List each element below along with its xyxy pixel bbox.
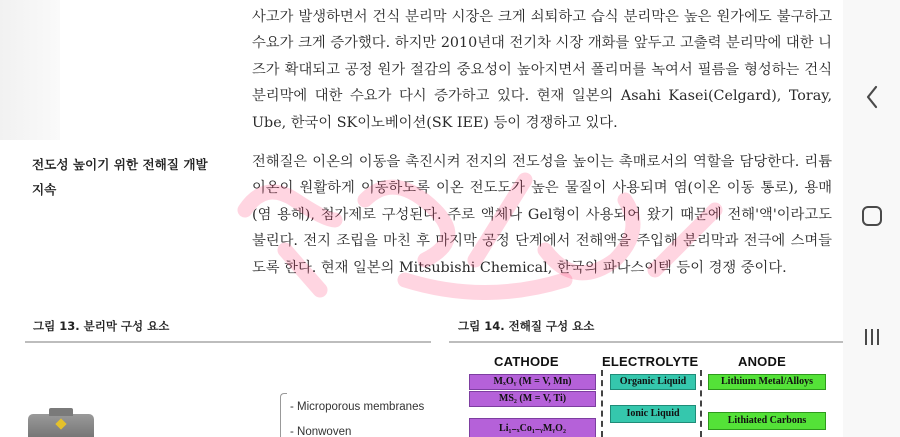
- divider-cathode-electrolyte: [601, 370, 603, 437]
- figure-14-title: 그림 14. 전해질 구성 요소: [458, 319, 595, 333]
- body-paragraph-1: 사고가 발생하면서 건식 분리막 시장은 크게 쇠퇴하고 습식 분리막은 높은 원가에도 불구하고 수요가 크게 증가했다. 하지만 2010년대 전기차 시장 개화를 앞두고 고출력 분리막에 대한 니즈가 확대되고 공정 원가 절감의 중요성이 높아지면서 폴리머를 녹여서 필름을 형성하는 건식 분리막에 대한 수요가 다시 증가하고 있다. 현재 일본의 Asahi Kasei(Celgard), Toray, Ube, 한국이 SK이노베이션(SK IEE) 등이 경쟁하고 있다.: [252, 9, 832, 131]
- left-margin-shade: [0, 0, 60, 140]
- divider-electrolyte-anode: [700, 370, 702, 437]
- anode-box-1: Lithium Metal/Alloys: [708, 374, 826, 390]
- figure-13-title: 그림 13. 분리막 구성 요소: [33, 319, 170, 333]
- separator-item-2: - Nonwoven: [290, 426, 352, 437]
- electrolyte-box-1: Organic Liquid: [610, 374, 696, 390]
- cathode-header: CATHODE: [494, 354, 559, 369]
- figure-14-rule: [449, 341, 843, 343]
- figure-13-bracket: [280, 393, 287, 437]
- cathode-box-3: Li₁₋ₓCo₁₋ᵧMᵧO₂: [469, 418, 596, 437]
- system-nav-bar: [843, 0, 900, 437]
- home-button[interactable]: [843, 205, 900, 235]
- recent-apps-button[interactable]: [843, 326, 900, 356]
- body-paragraph-2: 전해질은 이온의 이동을 촉진시켜 전지의 전도성을 높이는 촉매로서의 역할을 담당한다. 리튬 이온이 원활하게 이동하도록 이온 전도도가 높은 물질이 사용되며 염(이온 이동 통로), 용매(염 용해), 첨가제로 구성된다. 주로 액체나 Gel형이 사용되어 왔기 때문에 전해'액'이라고도 불린다. 전지 조립을 마친 후 마지막 공정 단계에서 전해액을 주입해 분리막과 전극에 스며들도록 한다. 현재 일본의 Mitsubishi Chemical, 한국의 파나스이텍 등이 경쟁 중이다.: [252, 154, 832, 276]
- rounded-square-icon: [861, 205, 883, 227]
- battery-logo: [55, 418, 66, 429]
- anode-box-2: Lithiated Carbons: [708, 412, 826, 430]
- separator-item-1-label: Microporous membranes: [297, 401, 425, 413]
- battery-cap: [49, 408, 73, 416]
- electrolyte-box-2: Ionic Liquid: [610, 405, 696, 423]
- anode-header: ANODE: [738, 354, 786, 369]
- three-bars-icon: [862, 326, 882, 348]
- back-button[interactable]: [843, 84, 900, 114]
- battery-illustration: [28, 414, 94, 437]
- electrolyte-header: ELECTROLYTE: [602, 354, 699, 369]
- separator-item-1: - Microporous membranes: [290, 401, 425, 413]
- figure-13-rule: [25, 341, 431, 343]
- section-heading: 전도성 높이기 위한 전해질 개발 지속: [32, 157, 208, 197]
- cathode-box-1: MₓOᵧ (M = V, Mn): [469, 374, 596, 390]
- separator-item-2-label: Nonwoven: [297, 426, 352, 437]
- cathode-box-2: MS₂ (M = V, Ti): [469, 391, 596, 407]
- chevron-left-icon: [864, 84, 880, 110]
